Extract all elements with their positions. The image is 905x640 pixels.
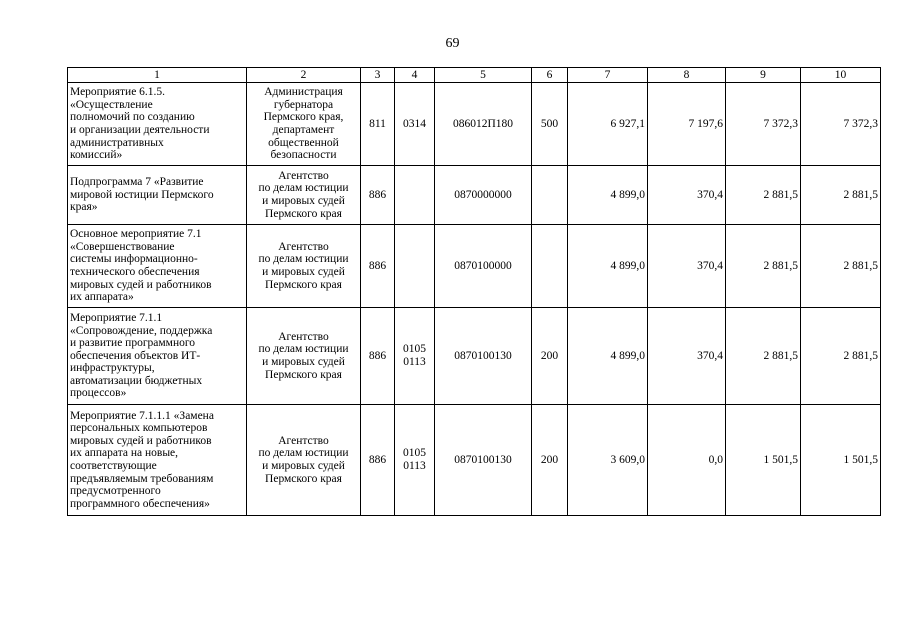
table-row [68,308,881,405]
amount-col10: 2 881,5 [801,308,881,405]
amount-col10: 1 501,5 [801,405,881,516]
section-code [395,225,435,308]
amount-col7: 3 609,0 [568,405,648,516]
amount-col8: 370,4 [648,166,726,225]
measure-name: Мероприятие 6.1.5. «Осуществление полномочий по созданию и организации деятельности административных комиссий» [68,83,247,166]
column-header: 6 [532,68,568,83]
amount-col7: 4 899,0 [568,225,648,308]
executor: Агентство по делам юстиции и мировых судей Пермского края [247,166,361,225]
expense-type [532,166,568,225]
column-header: 2 [247,68,361,83]
header-row [68,68,881,83]
table-row [68,83,881,166]
section-code: 0105 0113 [395,308,435,405]
amount-col10: 7 372,3 [801,83,881,166]
executor: Агентство по делам юстиции и мировых судей Пермского края [247,308,361,405]
amount-col9: 2 881,5 [726,308,801,405]
column-header: 1 [68,68,247,83]
column-header: 5 [435,68,532,83]
grbs-code: 886 [361,166,395,225]
amount-col7: 6 927,1 [568,83,648,166]
column-header: 3 [361,68,395,83]
grbs-code: 886 [361,308,395,405]
measure-name: Подпрограмма 7 «Развитие мировой юстиции Пермского края» [68,166,247,225]
amount-col8: 370,4 [648,225,726,308]
expense-type: 200 [532,405,568,516]
executor: Агентство по делам юстиции и мировых судей Пермского края [247,405,361,516]
expense-type: 500 [532,83,568,166]
expense-type [532,225,568,308]
amount-col10: 2 881,5 [801,166,881,225]
table-row [68,225,881,308]
target-code: 0870100130 [435,308,532,405]
column-header: 4 [395,68,435,83]
target-code: 0870100000 [435,225,532,308]
amount-col8: 0,0 [648,405,726,516]
measure-name: Мероприятие 7.1.1.1 «Замена персональных компьютеров мировых судей и работников их аппарата на новые, соответствующие предъявляемым требованиям предусмотренного программного обеспечения» [68,405,247,516]
amount-col10: 2 881,5 [801,225,881,308]
table-row [68,405,881,516]
column-header: 9 [726,68,801,83]
target-code: 0870000000 [435,166,532,225]
amount-col9: 2 881,5 [726,166,801,225]
table-row [68,166,881,225]
executor: Администрация губернатора Пермского края, департамент общественной безопасности [247,83,361,166]
amount-col7: 4 899,0 [568,166,648,225]
section-code: 0314 [395,83,435,166]
amount-col8: 370,4 [648,308,726,405]
target-code: 086012П180 [435,83,532,166]
amount-col8: 7 197,6 [648,83,726,166]
expense-type: 200 [532,308,568,405]
target-code: 0870100130 [435,405,532,516]
grbs-code: 886 [361,225,395,308]
executor: Агентство по делам юстиции и мировых судей Пермского края [247,225,361,308]
amount-col7: 4 899,0 [568,308,648,405]
grbs-code: 886 [361,405,395,516]
budget-table [67,67,881,516]
amount-col9: 1 501,5 [726,405,801,516]
amount-col9: 7 372,3 [726,83,801,166]
column-header: 10 [801,68,881,83]
column-header: 7 [568,68,648,83]
section-code: 0105 0113 [395,405,435,516]
amount-col9: 2 881,5 [726,225,801,308]
section-code [395,166,435,225]
measure-name: Мероприятие 7.1.1 «Сопровождение, поддержка и развитие программного обеспечения объектов ИТ- инфраструктуры, автоматизации бюджетных процессов» [68,308,247,405]
page-number: 69 [445,36,460,51]
measure-name: Основное мероприятие 7.1 «Совершенствование системы информационно- технического обеспечения мировых судей и работников их аппарата» [68,225,247,308]
column-header: 8 [648,68,726,83]
grbs-code: 811 [361,83,395,166]
